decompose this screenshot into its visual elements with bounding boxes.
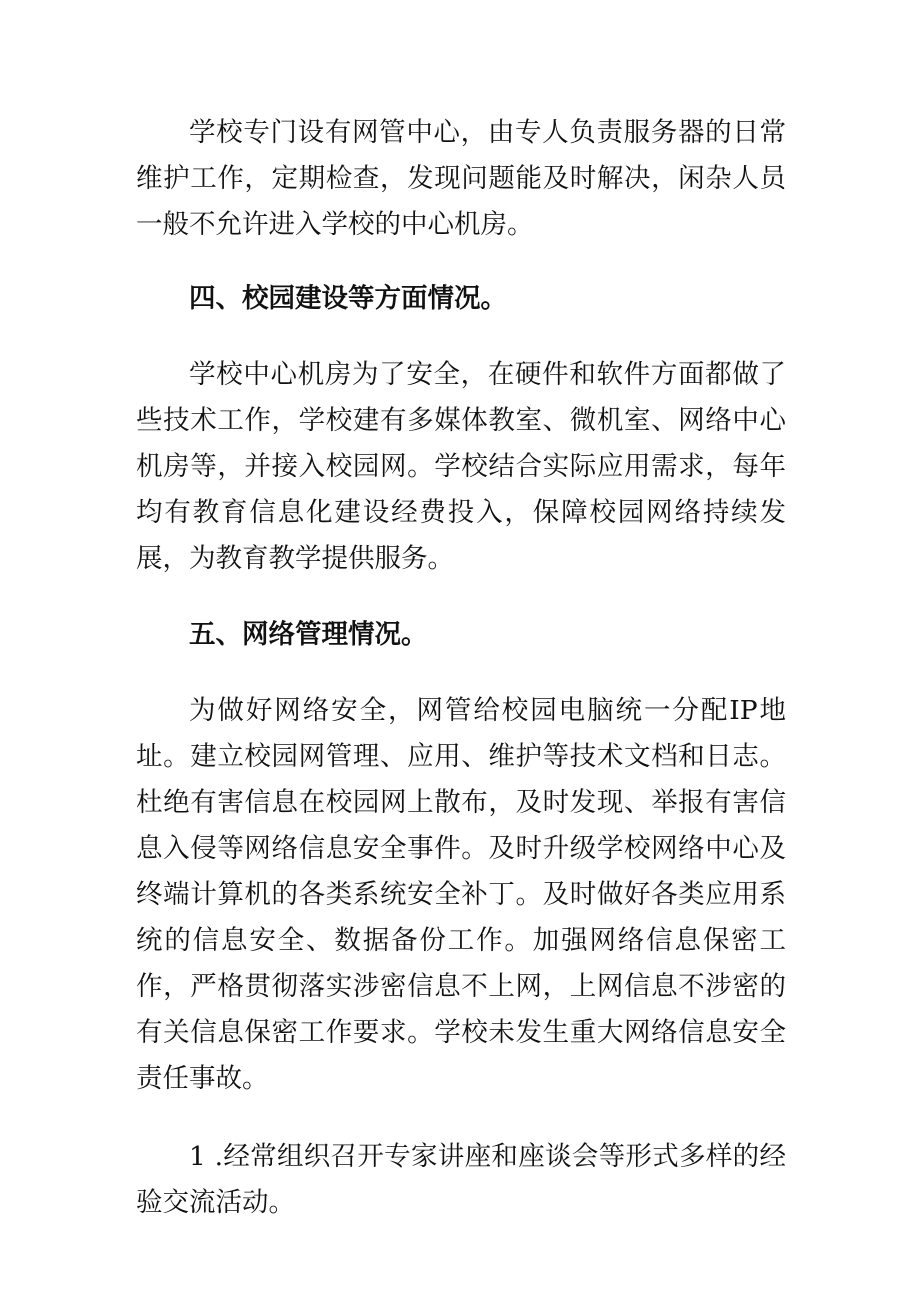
paragraph-campus-construction: 学校中心机房为了安全，在硬件和软件方面都做了些技术工作，学校建有多媒体教室、微机室、网络中心机房等，并接入校园网。学校结合实际应用需求，每年均有教育信息化建设经费投入，保障校园网络持续发展，为教育教学提供服务。 — [136, 359, 786, 574]
document-body — [136, 110, 786, 1226]
paragraph-network-center: 学校专门设有网管中心，由专人负责服务器的日常维护工作，定期检查，发现问题能及时解决，闲杂人员一般不允许进入学校的中心机房。 — [136, 117, 786, 240]
section-heading-campus-construction: 四、校园建设等方面情况。 — [189, 283, 507, 314]
paragraph-spacer — [136, 1102, 786, 1134]
list-item-expert-lectures: 1 .经常组织召开专家讲座和座谈会等形式多样的经验交流活动。 — [136, 1141, 786, 1218]
section-heading-network-management: 五、网络管理情况。 — [189, 619, 428, 650]
paragraph-spacer — [136, 248, 786, 276]
paragraph-spacer — [136, 582, 786, 612]
paragraph-network-management: 为做好网络安全，网管给校园电脑统一分配IP地址。建立校园网管理、应用、维护等技术文档和日志。杜绝有害信息在校园网上散布，及时发现、举报有害信息入侵等网络信息安全事件。及时升级学校网络中心及终端计算机的各类系统安全补丁。及时做好各类应用系统的信息安全、数据备份工作。加强网络信息保密工作，严格贯彻落实涉密信息不上网，上网信息不涉密的有关信息保密工作要求。学校未发生重大网络信息安全责任事故。 — [136, 695, 786, 1094]
paragraph-spacer — [136, 658, 786, 688]
paragraph-spacer — [136, 322, 786, 352]
